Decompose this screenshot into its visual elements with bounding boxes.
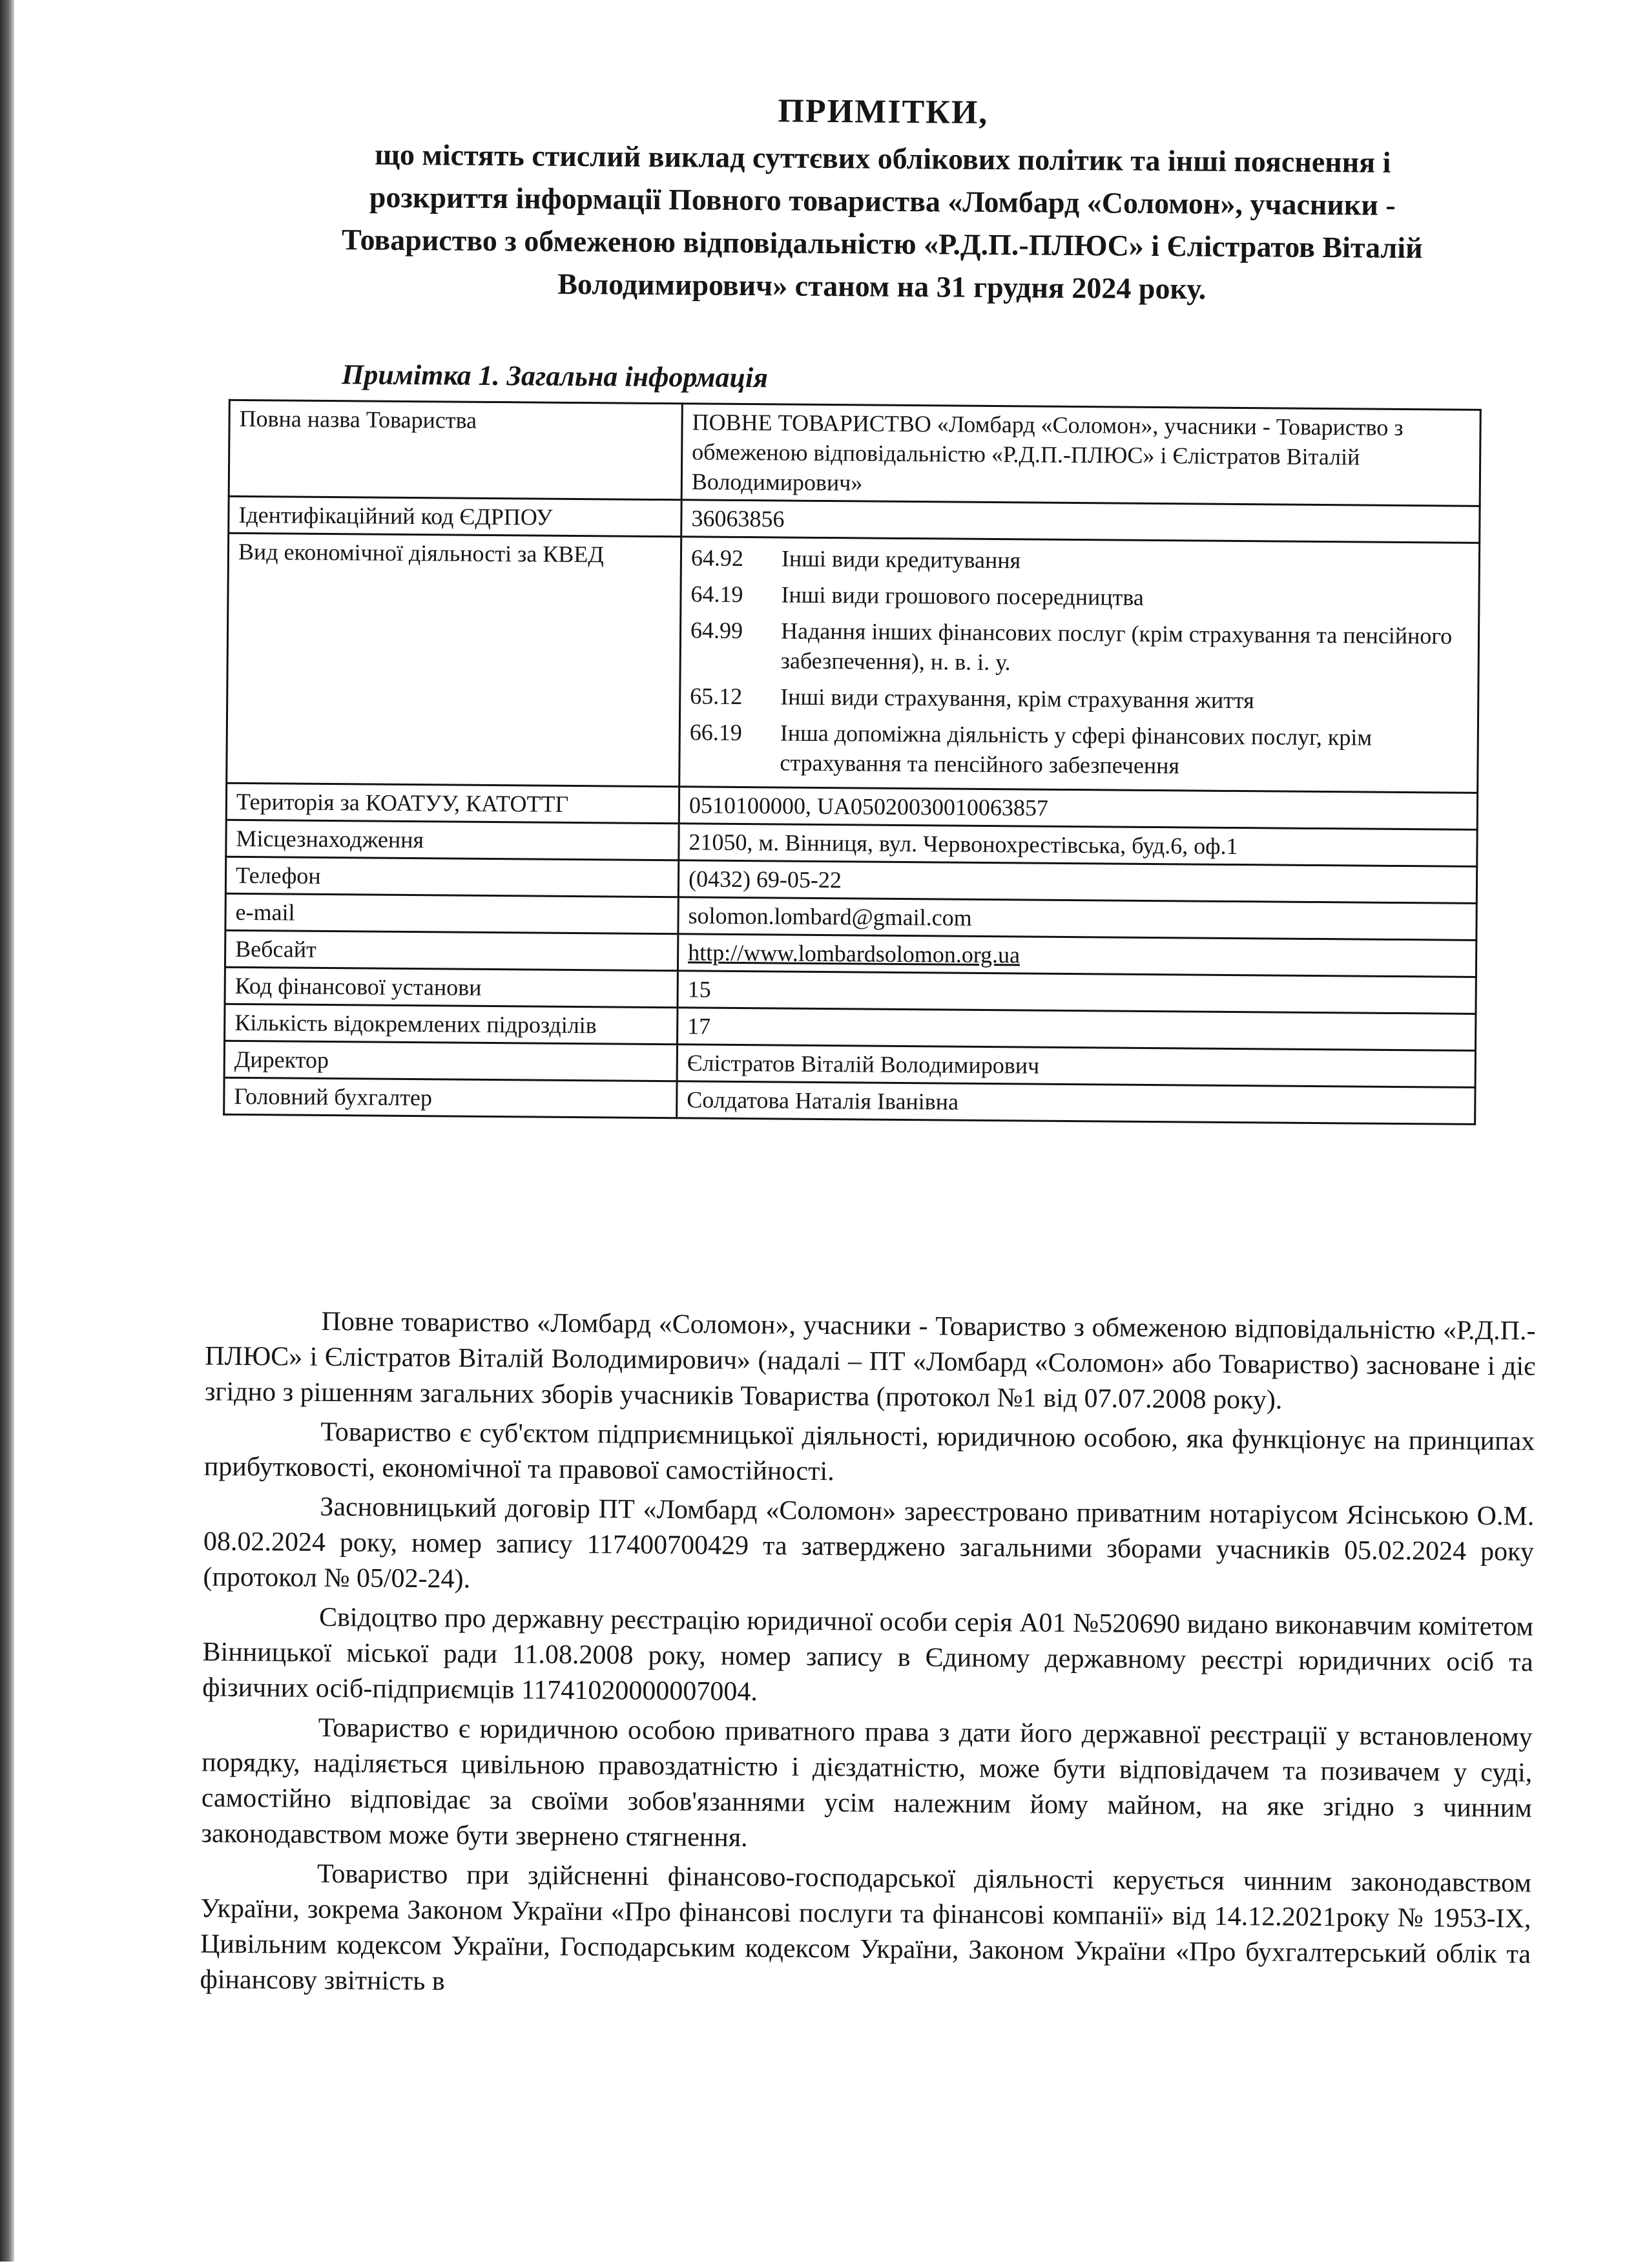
email-label: e-mail bbox=[225, 893, 678, 934]
branches-label: Кількість відокремлених підрозділів bbox=[225, 1004, 678, 1045]
kved-label: Вид економічної діяльності за КВЕД bbox=[227, 533, 681, 786]
kved-code: 64.92 bbox=[690, 545, 744, 571]
section-heading: Примітка 1. Загальна інформація bbox=[341, 359, 769, 394]
body-paragraph: Свідоцтво про державну реєстрацію юридичної особи серія А01 №520690 видано виконавчим комітетом Вінницької міської ради 11.08.2008 року, номер запису в Єдиному державному реєстрі юридичних осіб та фізичних осіб-підприємців 11741020000007004. bbox=[202, 1602, 1534, 1707]
fin-code-value: 15 bbox=[678, 971, 1476, 1014]
accountant-value: Солдатова Наталія Іванівна bbox=[677, 1081, 1475, 1125]
phone-label: Телефон bbox=[225, 857, 678, 897]
fin-code-label: Код фінансової установи bbox=[225, 967, 678, 1008]
general-info-table bbox=[223, 399, 1482, 1125]
director-label: Директор bbox=[224, 1041, 677, 1081]
document-subtitle-line: Володимирович» станом на 31 грудня 2024 року. bbox=[557, 267, 1207, 306]
phone-value: (0432) 69-05-22 bbox=[678, 860, 1476, 904]
body-paragraph: Товариство є юридичною особою приватного права з дати його державної реєстрації у встановленому порядку, наділяється цивільною правоздатністю і дієздатністю, може бути відповідачем та позивачем у суді, самостійно відповідає за своїми зобов'язаннями усім належним йому майном, на яке згідно з чинним законодавством може бути звернено стягнення. bbox=[201, 1712, 1533, 1853]
email-value: solomon.lombard@gmail.com bbox=[678, 897, 1476, 941]
kved-item bbox=[689, 717, 1468, 782]
body-paragraph: Товариство є суб'єктом підприємницької діяльності, юридичною особою, яка функціонує на принципах прибутковості, економічної та правової самостійності. bbox=[203, 1417, 1535, 1487]
body-paragraph: Повне товариство «Ломбард «Соломон», учасники - Товариство з обмеженою відповідальністю «Р.Д.П.-ПЛЮС» і Єлістратов Віталій Володимирович» (надалі – ПТ «Ломбард «Соломон» або Товариство) засноване і діє згідно з рішенням загальних зборів учасників Товариства (протокол №1 від 07.07.2008 року). bbox=[204, 1306, 1536, 1415]
edrpou-value: 36063856 bbox=[681, 500, 1480, 543]
kved-text: Інші види грошового посередництва bbox=[781, 581, 1144, 610]
kved-item bbox=[690, 615, 1469, 680]
kved-item bbox=[691, 543, 1469, 578]
kved-text: Інші види страхування, крім страхування життя bbox=[780, 683, 1254, 714]
kved-text: Інша допоміжна діяльність у сфері фінансових послуг, крім страхування та пенсійного забезпечення bbox=[780, 720, 1372, 779]
branches-value: 17 bbox=[678, 1008, 1476, 1051]
body-text bbox=[200, 1303, 1535, 2012]
kved-code: 66.19 bbox=[689, 719, 742, 745]
website-link[interactable]: http://www.lombardsolomon.org.ua bbox=[688, 939, 1020, 968]
edrpou-label: Ідентифікаційний код ЄДРПОУ bbox=[229, 496, 681, 537]
kved-item bbox=[690, 579, 1469, 614]
full-name-label: Повна назва Товариства bbox=[229, 400, 682, 500]
location-label: Місцезнаходження bbox=[226, 820, 679, 860]
document-subtitle-line: що містять стислий виклад суттєвих облікових політик та інші пояснення і bbox=[375, 138, 1391, 179]
document-subtitle-line: розкриття інформації Повного товариства «Ломбард «Соломон», учасники - bbox=[369, 180, 1396, 222]
kved-list bbox=[679, 537, 1480, 793]
kved-item bbox=[690, 681, 1468, 716]
territory-label: Територія за КОАТУУ, КАТОТТГ bbox=[226, 783, 679, 824]
table-row bbox=[229, 400, 1480, 506]
table-row bbox=[227, 533, 1480, 793]
location-value: 21050, м. Вінниця, вул. Червонохрестівська, буд.6, оф.1 bbox=[679, 824, 1477, 867]
document-header bbox=[220, 86, 1546, 313]
territory-value: 0510100000, UA05020030010063857 bbox=[679, 787, 1477, 830]
website-cell bbox=[678, 934, 1476, 977]
website-label: Вебсайт bbox=[225, 930, 678, 971]
body-paragraph: Товариство при здійсненні фінансово-господарської діяльності керується чинним законодавством України, зокрема Законом України «Про фінансові послуги та фінансові компанії» від 14.12.2021року № 1953-IX, Цивільним кодексом України, Господарським кодексом України, Законом України «Про бухгалтерський облік та фінансову звітність в bbox=[200, 1858, 1532, 1997]
kved-text: Надання інших фінансових послуг (крім страхування та пенсійного забезпечення), н. в. і. у. bbox=[780, 618, 1453, 676]
director-value: Єлістратов Віталій Володимирович bbox=[677, 1045, 1475, 1088]
kved-code: 64.19 bbox=[690, 581, 743, 607]
document-subtitle-line: Товариство з обмеженою відповідальністю «Р.Д.П.-ПЛЮС» і Єлістратов Віталій bbox=[341, 223, 1423, 265]
accountant-label: Головний бухгалтер bbox=[224, 1077, 677, 1118]
full-name-value: ПОВНЕ ТОВАРИСТВО «Ломбард «Соломон», учасники - Товариство з обмеженою відповідальністю «Р.Д.П.-ПЛЮС» і Єлістратов Віталій Володимирович» bbox=[681, 404, 1480, 506]
body-paragraph: Засновницький договір ПТ «Ломбард «Соломон» зареєстровано приватним нотаріусом Ясінською О.М. 08.02.2024 року, номер запису 117400700429 та затверджено загальними зборами учасників 05.02.2024 року (протокол № 05/02-24). bbox=[203, 1492, 1535, 1594]
kved-code: 65.12 bbox=[690, 683, 743, 709]
kved-text: Інші види кредитування bbox=[781, 545, 1021, 574]
kved-code: 64.99 bbox=[690, 617, 743, 643]
document-title: ПРИМІТКИ, bbox=[778, 92, 989, 131]
